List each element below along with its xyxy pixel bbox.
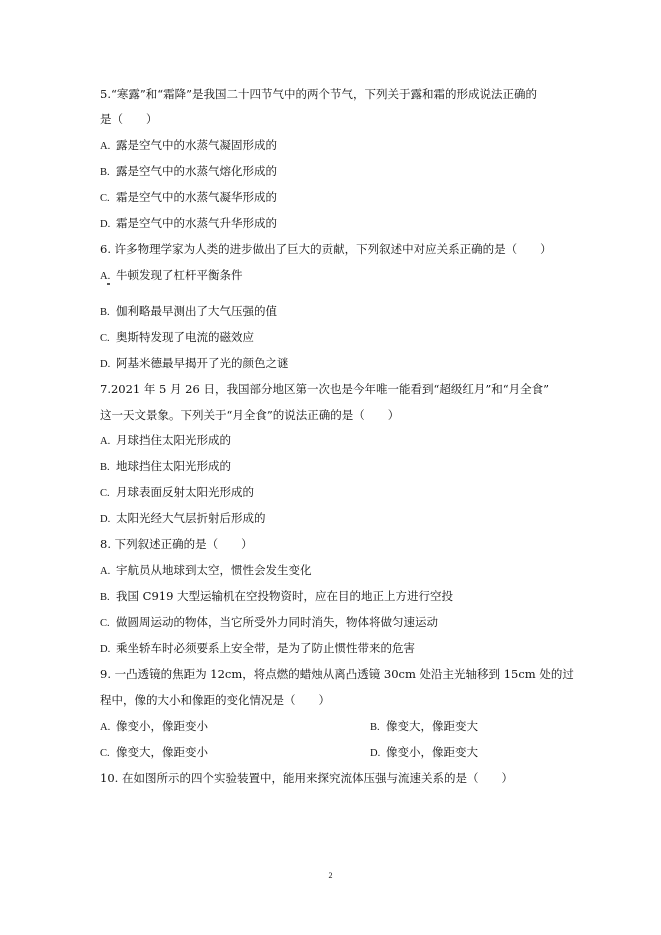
q9-option-d bbox=[370, 745, 478, 761]
option-text: 露是空气中的水蒸气凝固形成的 bbox=[116, 138, 277, 152]
option-letter: A. bbox=[100, 566, 111, 577]
option-text: 月球挡住太阳光形成的 bbox=[116, 433, 231, 447]
q8-option-a bbox=[100, 563, 312, 579]
option-text: 月球表面反射太阳光形成的 bbox=[116, 485, 254, 499]
option-letter: D. bbox=[100, 359, 111, 370]
scan-mark bbox=[107, 283, 110, 285]
q9-option-a bbox=[100, 719, 208, 735]
option-letter: B. bbox=[100, 462, 110, 473]
option-text: 伽利略最早测出了大气压强的值 bbox=[116, 304, 277, 318]
q8-option-c bbox=[100, 615, 438, 631]
option-text: 我国 C919 大型运输机在空投物资时，应在目的地正上方进行空投 bbox=[116, 589, 454, 603]
option-text: 露是空气中的水蒸气熔化形成的 bbox=[116, 164, 277, 178]
option-text: 霜是空气中的水蒸气升华形成的 bbox=[116, 216, 277, 230]
option-letter: D. bbox=[100, 219, 111, 230]
option-text: 乘坐轿车时必须要系上安全带，是为了防止惯性带来的危害 bbox=[116, 641, 415, 655]
option-letter: C. bbox=[100, 488, 110, 499]
q7-option-d bbox=[100, 511, 266, 527]
q7-option-a bbox=[100, 433, 231, 449]
option-letter: A. bbox=[100, 436, 111, 447]
option-text: 像变小，像距变大 bbox=[386, 745, 478, 759]
option-letter: C. bbox=[100, 618, 110, 629]
q8-option-d bbox=[100, 641, 415, 657]
q5-stem-line-2: 是（ ） bbox=[100, 112, 158, 126]
q6-option-b bbox=[100, 304, 277, 320]
q10-stem-line-1: 10. 在如图所示的四个实验装置中，能用来探究流体压强与流速关系的是（ ） bbox=[100, 771, 513, 785]
option-text: 阿基米德最早揭开了光的颜色之谜 bbox=[116, 356, 289, 370]
q7-stem-line-1: 7.2021 年 5 月 26 日，我国部分地区第一次也是今年唯一能看到“超级红月”和“月全食” bbox=[100, 382, 549, 396]
option-text: 霜是空气中的水蒸气凝华形成的 bbox=[116, 190, 277, 204]
q6-option-c bbox=[100, 330, 254, 346]
option-text: 像变大，像距变小 bbox=[116, 745, 208, 759]
option-letter: D. bbox=[100, 644, 111, 655]
option-letter: A. bbox=[100, 141, 111, 152]
option-letter: B. bbox=[370, 722, 380, 733]
q9-option-b bbox=[370, 719, 478, 735]
q5-option-b bbox=[100, 164, 277, 180]
option-text: 像变大，像距变大 bbox=[386, 719, 478, 733]
option-text: 牛顿发现了杠杆平衡条件 bbox=[116, 268, 243, 282]
q5-stem-line-1: 5.“寒露”和“霜降”是我国二十四节气中的两个节气，下列关于露和霜的形成说法正确的 bbox=[100, 87, 537, 101]
q5-option-d bbox=[100, 216, 277, 232]
option-letter: D. bbox=[100, 514, 111, 525]
q9-stem-line-2: 程中，像的大小和像距的变化情况是（ ） bbox=[100, 693, 330, 707]
q8-stem-line-1: 8. 下列叙述正确的是（ ） bbox=[100, 537, 253, 551]
option-letter: A. bbox=[100, 722, 111, 733]
q9-stem-line-1: 9. 一凸透镜的焦距为 12cm，将点燃的蜡烛从离凸透镜 30cm 处沿主光轴移到 15cm 处的过 bbox=[100, 667, 574, 681]
option-letter: B. bbox=[100, 592, 110, 603]
option-text: 太阳光经大气层折射后形成的 bbox=[116, 511, 266, 525]
q6-stem-line-1: 6. 许多物理学家为人类的进步做出了巨大的贡献，下列叙述中对应关系正确的是（ ） bbox=[100, 242, 552, 256]
option-letter: C. bbox=[100, 193, 110, 204]
option-text: 奥斯特发现了电流的磁效应 bbox=[116, 330, 254, 344]
page-number: 2 bbox=[328, 871, 333, 880]
option-letter: D. bbox=[370, 748, 381, 759]
q7-option-b bbox=[100, 459, 231, 475]
q8-option-b bbox=[100, 589, 453, 605]
option-letter: B. bbox=[100, 167, 110, 178]
q7-stem-line-2: 这一天文景象。下列关于“月全食”的说法正确的是（ ） bbox=[100, 408, 400, 422]
option-text: 像变小，像距变小 bbox=[116, 719, 208, 733]
q5-option-c bbox=[100, 190, 277, 206]
option-letter: B. bbox=[100, 307, 110, 318]
option-text: 地球挡住太阳光形成的 bbox=[116, 459, 231, 473]
option-text: 宇航员从地球到太空，惯性会发生变化 bbox=[116, 563, 312, 577]
option-letter: A. bbox=[100, 271, 111, 282]
option-letter: C. bbox=[100, 333, 110, 344]
q9-option-c bbox=[100, 745, 208, 761]
option-letter: C. bbox=[100, 748, 110, 759]
option-text: 做圆周运动的物体，当它所受外力同时消失，物体将做匀速运动 bbox=[116, 615, 438, 629]
q6-option-a bbox=[100, 268, 243, 284]
q7-option-c bbox=[100, 485, 254, 501]
q6-option-d bbox=[100, 356, 289, 372]
q5-option-a bbox=[100, 138, 277, 154]
